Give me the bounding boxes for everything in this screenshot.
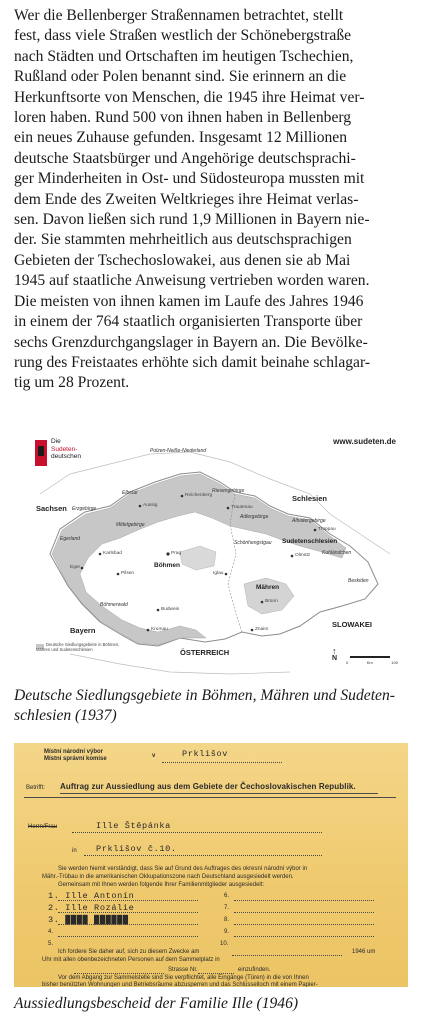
city-label: Karlsbad [103, 551, 122, 556]
doc-family-member: 10. [220, 941, 229, 947]
north-arrow-icon: ↑ N [332, 646, 338, 662]
scale-labels [346, 660, 398, 665]
article-line: fest, dass viele Straßen westlich der Schönebergstraße [14, 27, 352, 45]
settlement-map [30, 434, 400, 680]
doc-addressee-name: Ille Štěpánka [96, 821, 171, 831]
doc-dotted-line [74, 973, 164, 974]
area-label: Altvatergebirge [292, 518, 326, 524]
article-line: tig um 28 Prozent. [14, 374, 130, 392]
city-label: Eger [70, 565, 81, 570]
region-label: Sudetenschlesien [282, 538, 338, 545]
city-dot [251, 629, 254, 632]
article-line: Wer die Bellenberger Straßennamen betrachtet, stellt [14, 7, 344, 24]
doc-paragraph: Ich fordere Sie daher auf, sich zu diesem Zwecke am [58, 949, 200, 955]
city-dot [181, 495, 184, 498]
region-label: Mähren [256, 584, 280, 591]
scale-bar [350, 656, 390, 658]
doc-dotted-line [58, 912, 198, 913]
doc-family-member: 7. [224, 905, 230, 911]
city-dot [117, 573, 120, 576]
country-label: Bayern [70, 626, 96, 635]
city-label: Pilsen [121, 571, 135, 576]
doc-paragraph: Vor dem Abgang zur Sammelstelle sind Sie verpflichtet, alle Eingänge (Türen) in die von Ihnen [58, 975, 309, 981]
area-label: Mittelgebirge [116, 522, 145, 528]
area-label: Beskiden [348, 578, 369, 584]
neighbour-border-line [70, 654, 290, 674]
doc-dotted-line [58, 936, 198, 937]
article-line: Die meisten von ihnen kamen im Laufe des Jahres 1946 [14, 292, 364, 310]
area-label: Böhmerwald [100, 602, 128, 608]
doc-family-member: 9. [224, 929, 230, 935]
article-line: nach Städten und Ortschaften im heutigen Tschechien, [14, 47, 354, 65]
legend-text: Deutsche Siedlungsgebiete in Böhmen, Mähren und Sudetenschlesien [36, 642, 120, 652]
doc-in-label: in [72, 848, 77, 854]
city-dot [314, 529, 317, 532]
scale-label: 0 [346, 660, 349, 665]
caption-line: schlesien (1937) [14, 707, 117, 724]
article-text [14, 6, 410, 394]
doc-dotted-line [232, 955, 342, 956]
doc-paragraph: Gemeinsam mit Ihnen werden folgende Ihrer Familienmitglieder ausgesiedelt: [58, 882, 265, 888]
logo-text [51, 438, 81, 461]
city-label: Brünn [265, 599, 278, 604]
map-website: www.sudeten.de [333, 437, 396, 446]
city-label: Olmütz [295, 553, 311, 558]
doc-family-member: 6. [224, 893, 230, 899]
area-label: Adlergebirge [240, 514, 269, 520]
article-line: loren haben. Rund 500 von ihnen haben in Bellenberg [14, 109, 352, 127]
logo-line: Die [51, 438, 61, 445]
city-dot [157, 609, 160, 612]
area-label: Elbetal [122, 490, 138, 496]
article-line: ein neues Zuhause gefunden. Insgesamt 12 Millionen [14, 129, 348, 147]
article-line: sechs Grenzdurchgangslager in Bayern an. Die Bevölke- [14, 333, 368, 351]
article-line: der. Sie stammten mehrheitlich aus deutschsprachigen [14, 231, 352, 249]
doc-betrifft-label: Betrifft: [26, 785, 45, 791]
doc-family-member: 3. ████ ██████ [48, 915, 129, 925]
doc-family-member: 4. [48, 929, 54, 935]
city-dot [261, 601, 264, 604]
doc-dotted-line [234, 924, 374, 925]
map-caption [14, 686, 410, 726]
doc-addressee-label: Herrn/Frau [28, 824, 58, 830]
doc-family-member: 2. Ille Rozálie [48, 903, 135, 913]
doc-addressee-place: Prklišov č.10. [96, 844, 177, 854]
article-line: in einem der 764 staatlich organisierten Transporte über [14, 313, 363, 331]
compass-label: N [332, 655, 338, 662]
city-label: Prag [171, 551, 182, 556]
doc-year: 1946 um [352, 949, 376, 955]
caption-line: Deutsche Siedlungsgebiete in Böhmen, Mähren und Sudeten- [14, 687, 395, 704]
article-line: Rußland oder Polen benannt sind. Sie erinnern an die [14, 68, 347, 86]
region-label: Böhmen [154, 562, 180, 569]
scale-label: 100 [391, 660, 398, 665]
article-line: rung des Freistaates erhöhte sich damit beinahe schlagar- [14, 353, 371, 371]
expulsion-document [14, 743, 408, 987]
doc-subject: Auftrag zur Aussiedlung aus dem Gebiete der Čechoslovakischen Republik. [60, 782, 356, 791]
doc-paragraph: einzufinden. [238, 967, 271, 973]
doc-dotted-line [58, 900, 198, 901]
city-dot [291, 555, 294, 558]
city-label: Krumau [151, 627, 168, 632]
city-label: Iglau [213, 571, 224, 576]
article-line: Gebieten der Tschechoslowakei, aus denen sie ab Mai [14, 251, 351, 269]
doc-family-member: 8. [224, 917, 230, 923]
city-label: Troppau [318, 527, 336, 532]
country-label: Schlesien [292, 494, 328, 503]
doc-family-member: 1. Ille Antonín [48, 891, 135, 901]
article-line: deutsche Staatsbürger und Angehörige deutschsprachi- [14, 149, 356, 167]
area-label: Polzen-Neiße-Niederland [150, 448, 207, 454]
country-label: Sachsen [36, 504, 67, 513]
area-label: Egerland [60, 536, 81, 542]
city-label: Trautenau [231, 505, 253, 510]
doc-rule [24, 797, 396, 798]
coat-of-arms-icon [35, 440, 47, 466]
area-label: Riesengebirge [212, 488, 245, 494]
doc-dotted-line [234, 936, 374, 937]
doc-paragraph: Mähr.-Trübau in die amerikanischen Okkupationszone nach Deutschland ausgesiedelt werden. [42, 874, 294, 880]
city-dot [147, 629, 150, 632]
city-dot [225, 573, 228, 576]
area-label: Kuhländchen [322, 550, 352, 556]
country-label: SLOWAKEI [332, 620, 373, 629]
document-caption: Aussiedlungsbescheid der Familie Ille (1946) [14, 995, 299, 1012]
doc-paragraph: Uhr mit allen obenbezeichneten Personen auf dem Sammelplatz in [42, 957, 220, 963]
city-dot [81, 567, 84, 570]
doc-dotted-line [162, 762, 282, 763]
doc-paragraph: bisher benützten Wohnungen und Betriebsräume abzusperren und das Schlüsselloch mit einem Papier- [42, 982, 318, 987]
city-dot [227, 507, 230, 510]
sudeten-logo [35, 438, 105, 478]
doc-header-v: v [152, 753, 156, 759]
logo-line: deutschen [51, 453, 81, 460]
article-line: dem Ende des Zweiten Weltkrieges ihre Heimat verlas- [14, 190, 359, 208]
article-line: ger Minderheiten in Ost- und Südosteuropa mussten mit [14, 170, 365, 188]
doc-dotted-line [234, 900, 374, 901]
doc-header-label: Místní správní komise [44, 756, 107, 762]
doc-dotted-line [198, 973, 234, 974]
doc-paragraph: Sie werden hiemit verständigt, dass Sie auf Grund des Auftrages des okresní národní výbor in [58, 866, 308, 872]
doc-header-place: Prklišov [182, 749, 229, 759]
article-line: 1945 auf staatliche Anweisung vertrieben worden waren. [14, 272, 370, 290]
article-line: Herkunftsorte von Menschen, die 1945 ihre Heimat ver- [14, 88, 365, 106]
doc-family-member: 5. [48, 941, 54, 947]
map-legend [36, 642, 126, 652]
doc-dotted-line [58, 924, 198, 925]
doc-header-label: Místní národní výbor [44, 749, 104, 755]
article-line: sen. Davon ließen sich rund 1,9 Millionen in Bayern nie- [14, 211, 370, 229]
city-dot [166, 552, 169, 555]
doc-paragraph: Strasse Nr. [168, 967, 198, 973]
city-label: Znaim [255, 627, 269, 632]
scale-label: Km [366, 660, 373, 665]
area-label: Erzgebirge [72, 506, 97, 512]
city-dot [99, 553, 102, 556]
doc-dotted-line [84, 855, 322, 856]
area-label: Schönhengstgau [234, 540, 272, 546]
city-label: Aussig [143, 503, 158, 508]
doc-dotted-line [72, 832, 322, 833]
country-label: ÖSTERREICH [180, 648, 230, 657]
city-dot [139, 505, 142, 508]
city-label: Budweis [161, 607, 180, 612]
logo-line: Sudeten- [51, 445, 78, 453]
doc-underline [60, 793, 378, 794]
city-label: Reichenberg [185, 493, 213, 498]
doc-dotted-line [234, 912, 374, 913]
